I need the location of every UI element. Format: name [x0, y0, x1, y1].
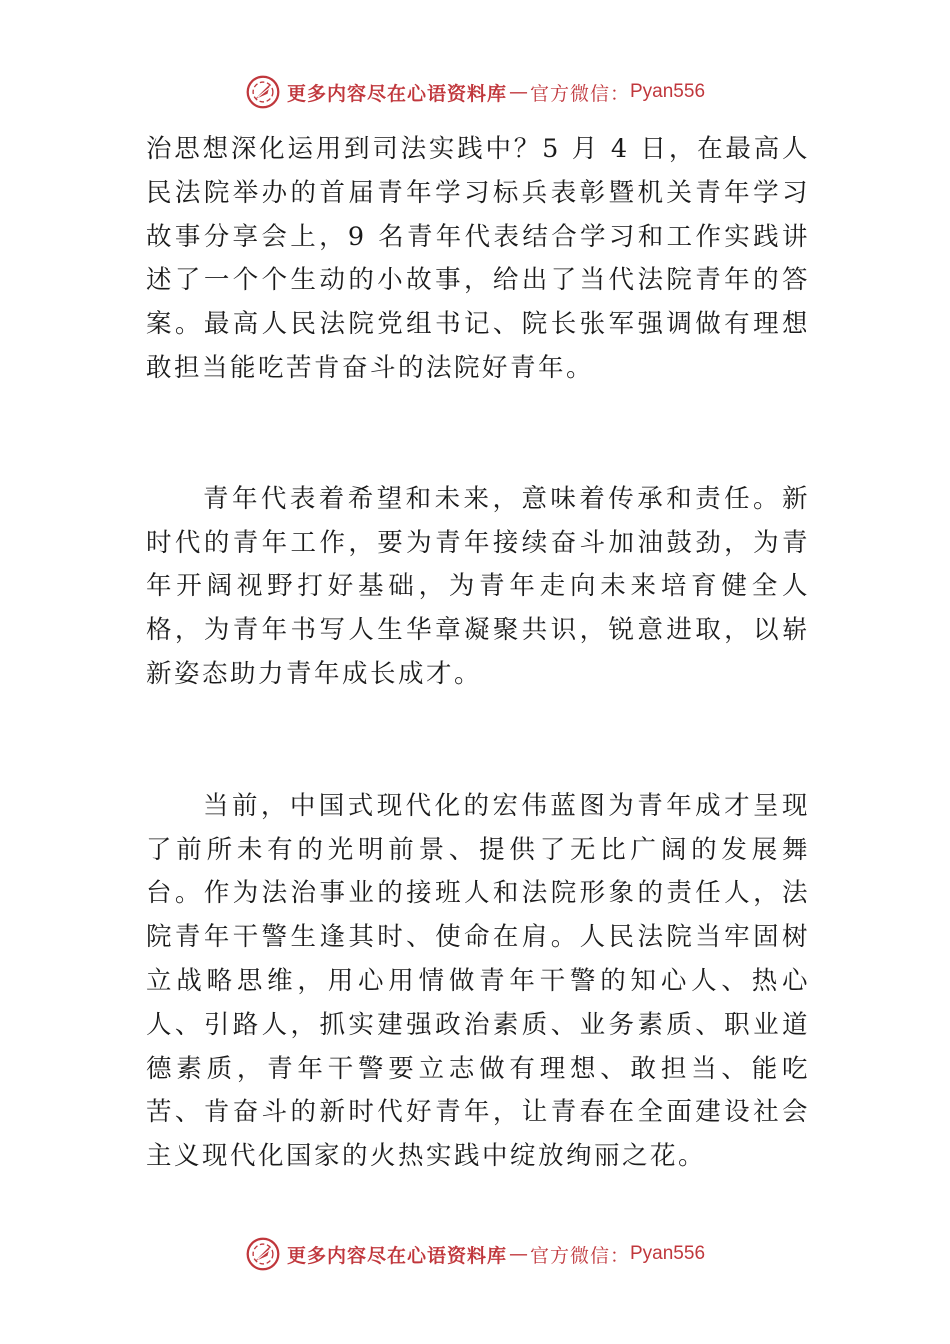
watermark-wechat-label: 官方微信：: [529, 1244, 630, 1267]
paragraph-1: 治思想深化运用到司法实践中？5 月 4 日，在最高人民法院举办的首届青年学习标兵表彰暨机关青年学习故事分享会上，9 名青年代表结合学习和工作实践讲述了一个个生动的小故事，给出了当代法院青年的答案。最高人民法院党组书记、院长张军强调做有理想敢担当能吃苦肯奋斗的法院好青年。: [146, 134, 810, 383]
watermark-main-text: 更多内容尽在心语资料库: [286, 82, 507, 105]
page-footer-watermark: [0, 1232, 950, 1276]
paragraph-3: 当前，中国式现代化的宏伟蓝图为青年成才呈现了前所未有的光明前景、提供了无比广阔的发展舞台。作为法治事业的接班人和法院形象的责任人，法院青年干警生逢其时、使命在肩。人民法院当牢固树立战略思维，用心用情做青年干警的知心人、热心人、引路人，抓实建强政治素质、业务素质、职业道德素质，青年干警要立志做有理想、敢担当、能吃苦、肯奋斗的新时代好青年，让青春在全面建设社会主义现代化国家的火热实践中绽放绚丽之花。: [146, 790, 810, 1172]
watermark-main-text: 更多内容尽在心语资料库: [286, 1244, 507, 1267]
document-body: [146, 128, 810, 1179]
watermark-wechat-label: 官方微信：: [529, 82, 630, 105]
brand-logo-icon: [245, 1236, 281, 1272]
page-header-watermark: [0, 70, 950, 114]
watermark-wechat-id: Pyan556: [630, 81, 706, 102]
paragraph-2: 青年代表着希望和未来，意味着传承和责任。新时代的青年工作，要为青年接续奋斗加油鼓劲，为青年开阔视野打好基础，为青年走向未来培育健全人格，为青年书写人生华章凝聚共识，锐意进取，以崭新姿态助力青年成长成才。: [146, 483, 810, 689]
watermark-separator: —: [508, 81, 528, 103]
watermark-separator: —: [508, 1243, 528, 1265]
brand-logo-icon: [245, 74, 281, 110]
watermark-wechat-id: Pyan556: [630, 1243, 706, 1264]
